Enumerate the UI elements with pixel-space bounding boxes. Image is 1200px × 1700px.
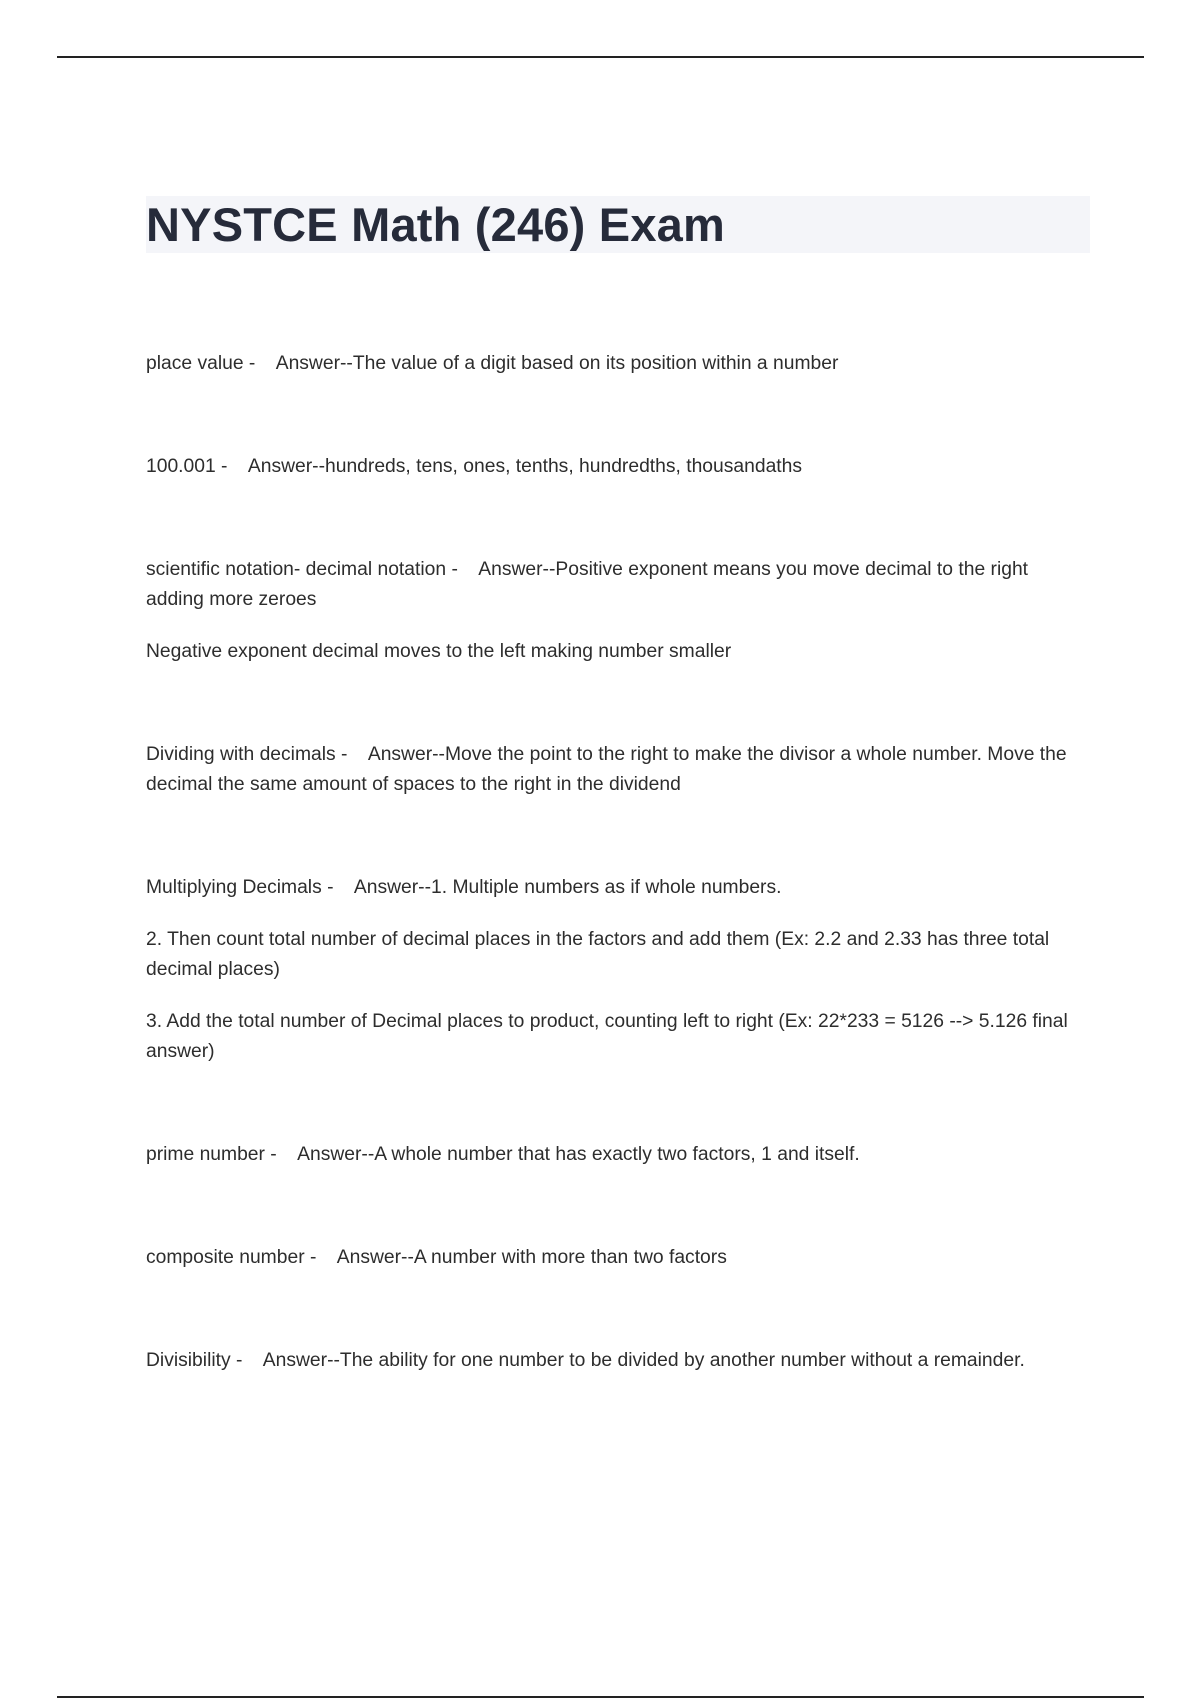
answer-prefix: Answer-- (478, 559, 556, 580)
answer-text: A number with more than two factors (413, 1247, 727, 1268)
answer-text: hundreds, tens, ones, tenths, hundredths, thousandaths (325, 456, 803, 477)
qa-entry (146, 1140, 1090, 1170)
term: Multiplying Decimals - (146, 877, 334, 898)
term: Dividing with decimals - (146, 744, 348, 765)
answer-prefix: Answer-- (297, 1144, 375, 1165)
qa-entry (146, 555, 1090, 667)
answer-text: 1. Multiple numbers as if whole numbers. (431, 877, 782, 898)
answer-text: Positive exponent means you move decimal to the right adding more zeroes (146, 559, 1029, 610)
answer-text: The ability for one number to be divided by another number without a remainder. (339, 1350, 1025, 1371)
answer-prefix: Answer-- (247, 456, 325, 477)
qa-question-line (146, 1346, 1090, 1376)
term: composite number - (146, 1247, 317, 1268)
qa-question-line (146, 555, 1090, 615)
qa-question-line (146, 349, 1090, 379)
answer-paragraph: 3. Add the total number of Decimal places to product, counting left to right (Ex: 22*233 = 5126 --> 5.126 final answer) (146, 1011, 1068, 1062)
bottom-rule (57, 1696, 1144, 1698)
answer-paragraph: Negative exponent decimal moves to the left making number smaller (146, 641, 732, 662)
qa-list (146, 349, 1090, 1376)
term: scientific notation- decimal notation - (146, 559, 458, 580)
answer-text: The value of a digit based on its position within a number (352, 353, 839, 374)
document-title: NYSTCE Math (246) Exam (146, 198, 726, 251)
qa-entry (146, 452, 1090, 482)
answer-prefix: Answer-- (275, 353, 353, 374)
answer-paragraph: 2. Then count total number of decimal places in the factors and add them (Ex: 2.2 and 2.33 has three total decimal places) (146, 929, 1050, 980)
qa-question-line (146, 1243, 1090, 1273)
term: prime number - (146, 1144, 277, 1165)
title-band (146, 196, 1090, 253)
term: Divisibility - (146, 1350, 243, 1371)
qa-entry (146, 740, 1090, 800)
answer-prefix: Answer-- (353, 877, 432, 898)
qa-question-line (146, 452, 1090, 482)
qa-entry (146, 1346, 1090, 1376)
answer-prefix: Answer-- (336, 1247, 414, 1268)
answer-prefix: Answer-- (262, 1350, 340, 1371)
top-rule (57, 56, 1144, 58)
answer-text: Move the point to the right to make the divisor a whole number. Move the decimal the same amount of spaces to the right in the dividend (146, 744, 1067, 795)
document-body (146, 196, 1090, 1449)
qa-entry (146, 1243, 1090, 1273)
qa-question-line (146, 740, 1090, 800)
answer-prefix: Answer-- (367, 744, 445, 765)
qa-entry (146, 873, 1090, 1067)
qa-entry (146, 349, 1090, 379)
qa-question-line (146, 1140, 1090, 1170)
term: place value - (146, 353, 256, 374)
qa-question-line (146, 873, 1090, 903)
term: 100.001 - (146, 456, 228, 477)
answer-text: A whole number that has exactly two factors, 1 and itself. (374, 1144, 860, 1165)
